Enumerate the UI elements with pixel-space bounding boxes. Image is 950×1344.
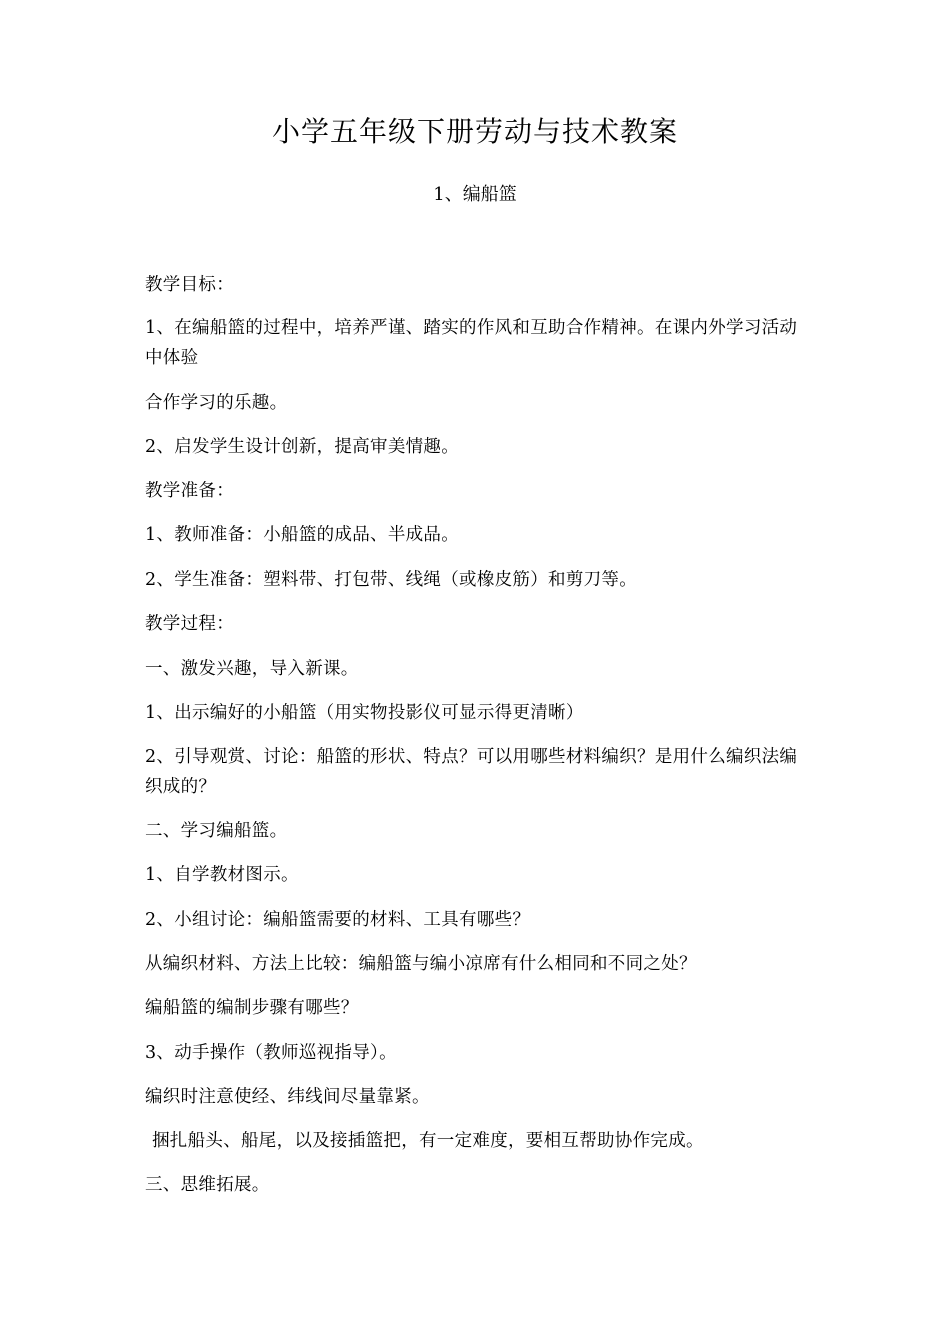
step-two-heading: 二、学习编船篮。 (145, 821, 288, 841)
section-heading-process: 教学过程： (145, 614, 234, 634)
paragraph-step-one-1: 1、出示编好的小船篮（用实物投影仪可显示得更清晰） (145, 703, 584, 723)
paragraph-goal-1b: 合作学习的乐趣。 (145, 393, 288, 413)
paragraph-step-two-2: 2、小组讨论：编船篮需要的材料、工具有哪些？ (145, 910, 531, 930)
step-three-heading: 三、思维拓展。 (145, 1175, 270, 1195)
step-one-heading: 一、激发兴趣，导入新课。 (145, 659, 359, 679)
paragraph-steps-question: 编船篮的编制步骤有哪些？ (145, 998, 359, 1018)
paragraph-step-two-1: 1、自学教材图示。 (145, 865, 299, 885)
paragraph-goal-1a: 1、在编船篮的过程中，培养严谨、踏实的作风和互助合作精神。在课内外学习活动中体验 (145, 318, 798, 368)
paragraph-note-1: 编织时注意使经、纬线间尽量靠紧。 (145, 1087, 430, 1107)
paragraph-prep-2: 2、学生准备：塑料带、打包带、线绳（或橡皮筋）和剪刀等。 (145, 570, 638, 590)
lesson-subtitle: 1、编船篮 (433, 184, 517, 205)
section-heading-prep: 教学准备： (145, 481, 234, 501)
document-title: 小学五年级下册劳动与技术教案 (271, 115, 678, 148)
paragraph-goal-2: 2、启发学生设计创新，提高审美情趣。 (145, 437, 460, 457)
section-heading-goals: 教学目标： (145, 275, 234, 295)
paragraph-step-two-3: 3、动手操作（教师巡视指导）。 (145, 1043, 397, 1063)
paragraph-step-one-2: 2、引导观赏、讨论：船篮的形状、特点？可以用哪些材料编织？是用什么编织法编织成的？ (145, 747, 798, 797)
paragraph-note-2: 捆扎船头、船尾，以及接插篮把，有一定难度，要相互帮助协作完成。 (152, 1131, 704, 1151)
paragraph-compare: 从编织材料、方法上比较：编船篮与编小凉席有什么相同和不同之处？ (145, 954, 697, 974)
paragraph-prep-1: 1、教师准备：小船篮的成品、半成品。 (145, 525, 460, 545)
